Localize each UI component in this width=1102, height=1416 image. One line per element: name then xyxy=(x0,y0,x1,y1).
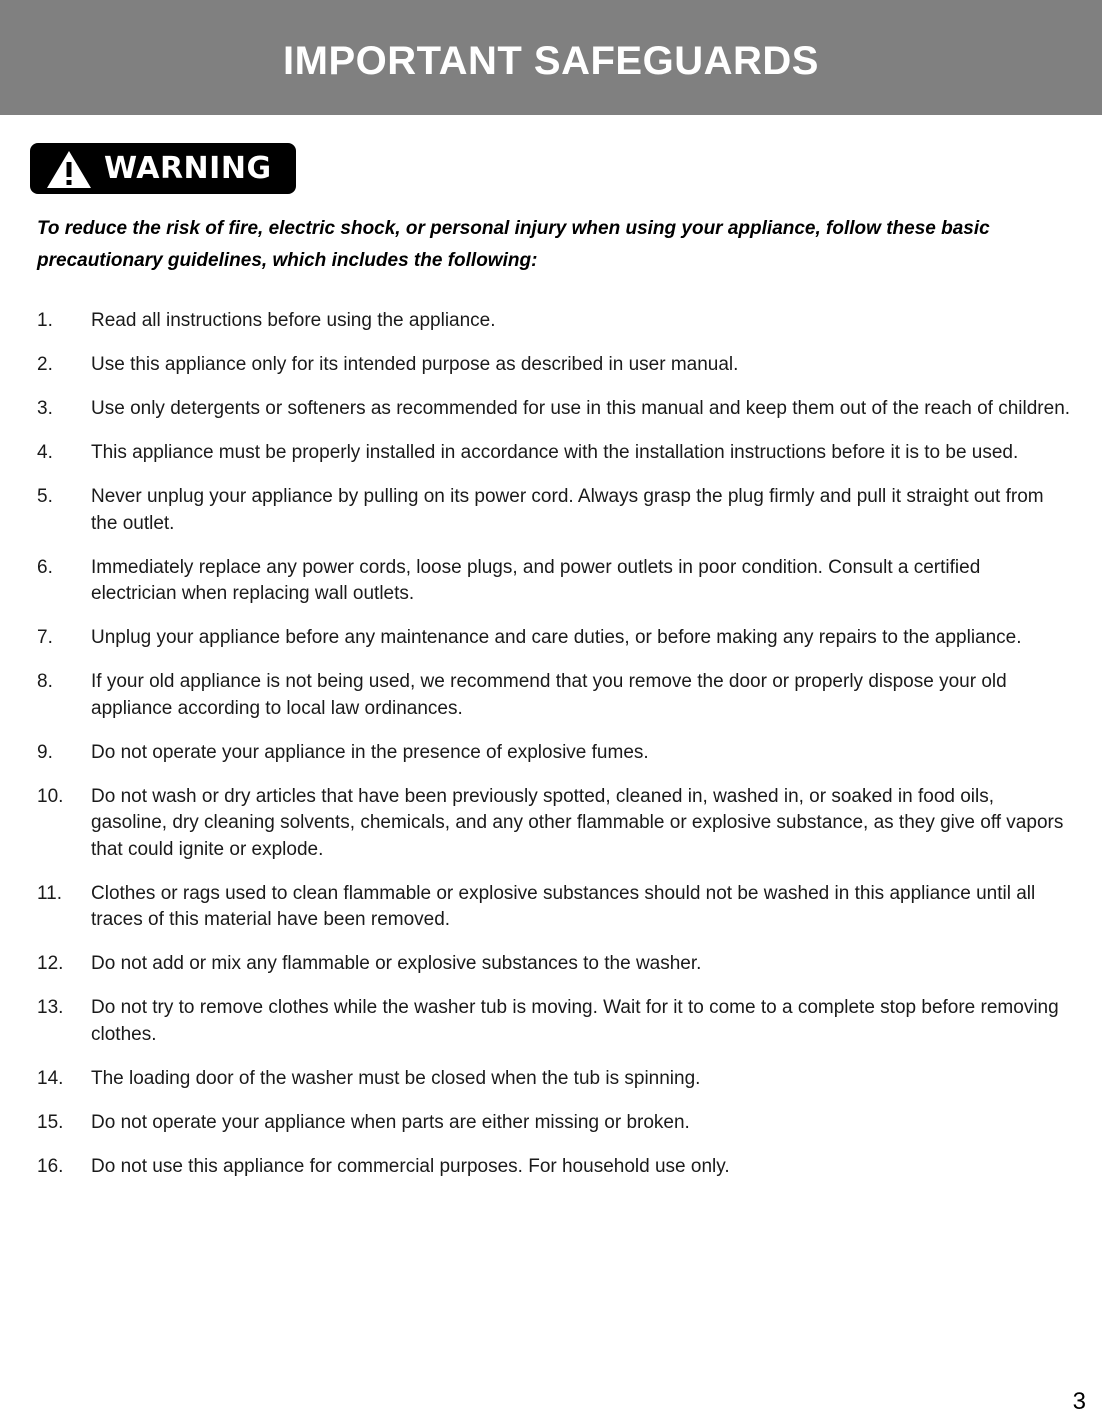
page-header xyxy=(0,0,1102,115)
item-text: Do not operate your appliance when parts are either missing or broken. xyxy=(91,1111,690,1133)
list-item xyxy=(37,555,1077,608)
item-text: Do not add or mix any flammable or explosive substances to the washer. xyxy=(91,953,702,974)
list-item xyxy=(37,352,1077,379)
item-number: 3. xyxy=(37,398,53,419)
item-number: 1. xyxy=(37,310,53,331)
item-number: 16. xyxy=(37,1155,64,1177)
list-item xyxy=(37,440,1077,467)
list-item xyxy=(37,784,1077,864)
item-number: 10. xyxy=(37,785,64,807)
item-number: 4. xyxy=(37,442,53,463)
intro-text: To reduce the risk of fire, electric shock, or personal injury when using your appliance, follow these basic precautionary guidelines, which includes the following: xyxy=(37,218,990,271)
item-text: This appliance must be properly installed in accordance with the installation instructions before it is to be used. xyxy=(91,442,1019,463)
warning-label: WARNING xyxy=(104,151,272,186)
item-text: Do not use this appliance for commercial purposes. For household use only. xyxy=(91,1155,730,1177)
list-item xyxy=(37,1066,1077,1093)
item-text: Do not try to remove clothes while the washer tub is moving. Wait for it to come to a complete stop before removing clothes. xyxy=(91,997,1059,1045)
item-number: 15. xyxy=(37,1111,64,1133)
item-number: 13. xyxy=(37,997,64,1018)
item-number: 8. xyxy=(37,671,53,692)
item-number: 7. xyxy=(37,627,53,648)
list-item xyxy=(37,625,1077,652)
item-text: Immediately replace any power cords, loose plugs, and power outlets in poor condition. Consult a certified electrician when replacing wall outlets. xyxy=(91,556,981,604)
item-number: 2. xyxy=(37,354,53,375)
list-item xyxy=(37,995,1077,1048)
safeguards-list xyxy=(37,308,1077,1198)
item-text: Do not wash or dry articles that have been previously spotted, cleaned in, washed in, or soaked in food oils, gasoline, dry cleaning solvents, chemicals, and any other flammable or explosive substance, as they give off vapors that could ignite or explode. xyxy=(91,785,1064,860)
page-number: 3 xyxy=(1072,1388,1086,1415)
item-number: 12. xyxy=(37,953,64,974)
warning-triangle-icon xyxy=(46,149,92,189)
list-item xyxy=(37,308,1077,335)
item-number: 6. xyxy=(37,556,53,578)
list-item xyxy=(37,740,1077,767)
list-item xyxy=(37,1154,1077,1181)
item-text: Use only detergents or softeners as recommended for use in this manual and keep them out of the reach of children. xyxy=(91,398,1071,419)
item-text: If your old appliance is not being used, we recommend that you remove the door or properly dispose your old appliance according to local law ordinances. xyxy=(91,671,1007,719)
item-text: Clothes or rags used to clean flammable or explosive substances should not be washed in this appliance until all traces of this material have been removed. xyxy=(91,882,1036,930)
item-text: Read all instructions before using the appliance. xyxy=(91,310,496,331)
list-item xyxy=(37,1110,1077,1137)
item-text: Use this appliance only for its intended purpose as described in user manual. xyxy=(91,354,739,375)
warning-badge xyxy=(30,143,296,194)
list-item xyxy=(37,484,1077,537)
item-number: 11. xyxy=(37,882,63,904)
item-text: Unplug your appliance before any maintenance and care duties, or before making any repairs to the appliance. xyxy=(91,627,1022,648)
list-item xyxy=(37,396,1077,423)
page-title: IMPORTANT SAFEGUARDS xyxy=(283,39,819,83)
item-text: Do not operate your appliance in the presence of explosive fumes. xyxy=(91,741,649,763)
item-number: 14. xyxy=(37,1067,64,1089)
list-item xyxy=(37,669,1077,722)
list-item xyxy=(37,951,1077,978)
item-number: 5. xyxy=(37,486,53,507)
item-number: 9. xyxy=(37,741,53,763)
item-text: The loading door of the washer must be closed when the tub is spinning. xyxy=(91,1067,701,1089)
item-text: Never unplug your appliance by pulling on its power cord. Always grasp the plug firmly and pull it straight out from the outlet. xyxy=(91,486,1044,534)
list-item xyxy=(37,881,1077,934)
